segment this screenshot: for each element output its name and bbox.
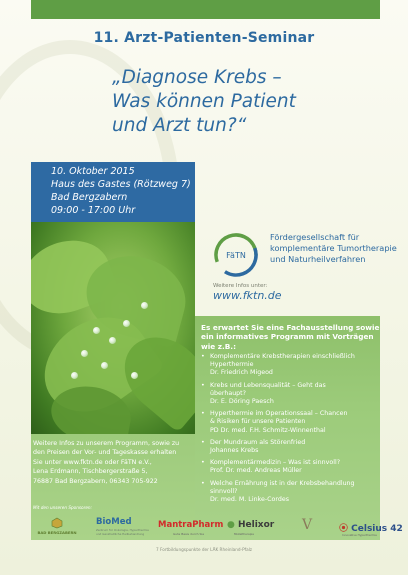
sponsor-helixor-text: Helixor bbox=[238, 520, 275, 530]
bullet-icon: • bbox=[201, 410, 205, 418]
intro-line: Es erwartet Sie eine Fachausstellung sowie bbox=[201, 323, 380, 332]
organizer-name-line: Fördergesellschaft für bbox=[270, 232, 360, 242]
water-drop bbox=[81, 350, 88, 357]
sponsor-helixor-sub: Misteltherapie bbox=[234, 532, 254, 536]
sponsor-v-logo-icon bbox=[286, 513, 328, 537]
event-venue: Haus des Gastes (Rötzweg 7) bbox=[51, 179, 191, 190]
web-url[interactable]: www.fktn.de bbox=[213, 289, 282, 302]
info-line: Lena Erdmann, Tischbergerstraße 5, bbox=[33, 468, 148, 476]
top-color-bar bbox=[31, 0, 380, 19]
bullet-icon: • bbox=[201, 353, 205, 360]
organizer-name-line: komplementäre Tumortherapie bbox=[270, 243, 397, 253]
program-item bbox=[201, 439, 379, 455]
sponsor-label: Mit den unseren Sponsoren: bbox=[33, 505, 92, 510]
ginkgo-photo bbox=[31, 222, 195, 434]
sponsor-helixor bbox=[227, 520, 274, 530]
sponsor-biomed: BioMed bbox=[96, 517, 132, 527]
program-item-line: Johannes Krebs bbox=[210, 447, 259, 455]
program-item-line: überhaupt? bbox=[210, 389, 246, 397]
water-drop bbox=[109, 337, 116, 344]
program-item bbox=[201, 459, 379, 475]
program-item-line: Dr. Friedrich Migeod bbox=[210, 369, 273, 377]
program-item-line: Der Mundraum als Störenfried bbox=[210, 438, 306, 446]
water-drop bbox=[123, 320, 130, 327]
fktn-logo-icon bbox=[213, 232, 259, 278]
water-drop bbox=[101, 362, 108, 369]
headline-line: „Diagnose Krebs – bbox=[112, 67, 282, 88]
bullet-icon: • bbox=[201, 381, 205, 389]
program-list bbox=[201, 353, 379, 504]
program-item-line: Dr. med. M. Linke-Cordes bbox=[210, 496, 290, 504]
info-line: Weitere Infos zu unserem Programm, sowie zu bbox=[33, 440, 180, 447]
info-line: 76887 Bad Bergzabern, 06343 705-922 bbox=[33, 477, 158, 485]
event-city: Bad Bergzabern bbox=[51, 192, 128, 203]
sponsor-celsius-sub: Innovative Hyperthermie bbox=[342, 533, 377, 537]
info-line: den Preisen der Vor- und Tageskasse erhalten bbox=[33, 449, 177, 457]
program-item-line: Dr. E. Döring Paesch bbox=[210, 398, 274, 406]
event-details-box bbox=[31, 162, 195, 222]
water-drop bbox=[71, 372, 78, 379]
program-item bbox=[201, 353, 379, 378]
program-item-line: Prof. Dr. med. Andreas Müller bbox=[210, 467, 302, 475]
headline-line: Was können Patient bbox=[112, 91, 296, 112]
celsius-swirl-icon: ⦿ bbox=[339, 524, 349, 534]
headline bbox=[112, 66, 296, 138]
program-item bbox=[201, 410, 379, 435]
program-item-line: PD Dr. med. F.H. Schmitz-Winnenthal bbox=[210, 426, 326, 434]
info-line: Sie unter www.fktn.de oder FäTN e.V., bbox=[33, 458, 152, 466]
program-item bbox=[201, 480, 379, 505]
sponsor-celsius-text: Celsius 42 bbox=[351, 524, 403, 534]
program-item-line: & Risiken für unsere Patienten bbox=[210, 418, 306, 426]
sponsor-mantrapharm-sub: Gute Basis durch Sie bbox=[173, 532, 205, 536]
program-item-line: Hyperthermie im Operationssaal – Chancen bbox=[210, 410, 348, 418]
program-item-line: Komplementärmedizin – Was ist sinnvoll? bbox=[210, 459, 341, 467]
event-time: 09:00 - 17:00 Uhr bbox=[51, 205, 136, 216]
sponsor-bad-bergzabern-text: BAD BERGZABERN bbox=[37, 530, 77, 535]
event-date: 10. Oktober 2015 bbox=[51, 166, 135, 177]
program-item-line: Krebs und Lebensqualität – Geht das bbox=[210, 381, 326, 389]
sponsor-mantrapharm: MantraPharm bbox=[158, 520, 224, 530]
water-drop bbox=[93, 327, 100, 334]
bullet-icon: • bbox=[201, 438, 205, 446]
water-drop bbox=[131, 372, 138, 379]
program-intro bbox=[201, 323, 379, 351]
web-label: Weitere Infos unter: bbox=[213, 283, 268, 289]
seminar-title: 11. Arzt-Patienten-Seminar bbox=[93, 30, 315, 46]
program-item-line: Welche Ernährung ist in der Krebsbehandlung bbox=[210, 479, 355, 487]
organizer-name-line: und Naturheilverfahren bbox=[270, 254, 366, 264]
intro-line: ein informatives Programm mit Vorträgen bbox=[201, 332, 374, 342]
sponsor-biomed-sub: Zentrum für Onkologie, Hyperthermie und Ganzheitliche Heilbehandlung bbox=[96, 528, 149, 536]
crest-icon bbox=[32, 517, 82, 529]
info-text bbox=[33, 439, 195, 486]
intro-line: wie z.B.: bbox=[201, 341, 237, 351]
sponsor-bad-bergzabern bbox=[32, 517, 82, 537]
bullet-icon: • bbox=[201, 459, 205, 467]
program-item-line: sinnvoll? bbox=[210, 487, 238, 495]
footer-note: 7 Fortbildungspunkte der LÄK Rheinland-Pfalz bbox=[155, 547, 252, 552]
bullet-icon: • bbox=[201, 479, 205, 487]
program-item-line: Komplementäre Krebstherapien einschließlich bbox=[210, 353, 355, 360]
program-item-line: Hyperthermie bbox=[210, 361, 254, 369]
logo-text: FäTN bbox=[226, 251, 246, 260]
headline-line: und Arzt tun?“ bbox=[112, 115, 247, 136]
helixor-leaf-icon: ● bbox=[227, 520, 235, 530]
organizer-name bbox=[270, 232, 397, 265]
v-logo-text: V bbox=[301, 517, 313, 533]
water-drop bbox=[141, 302, 148, 309]
program-item bbox=[201, 382, 379, 407]
